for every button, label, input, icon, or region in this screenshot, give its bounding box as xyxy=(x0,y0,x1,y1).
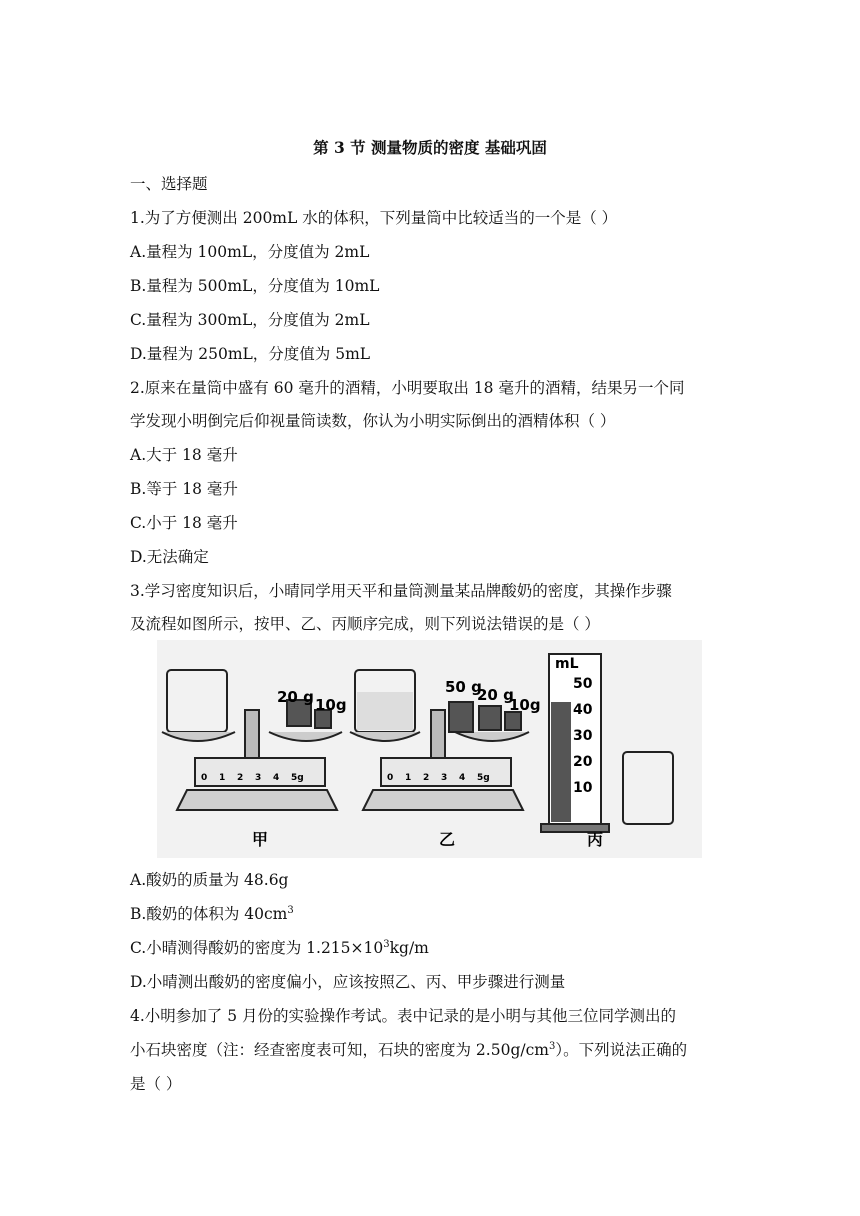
weight-20g xyxy=(479,706,501,730)
q3-option-c-unit: kg/m xyxy=(389,939,429,957)
cylinder-tick: 50 xyxy=(573,676,593,692)
base xyxy=(363,790,523,810)
page-title: 第 3 节 测量物质的密度 基础巩固 xyxy=(313,138,547,157)
q1-option-a: A.量程为 100mL，分度值为 2mL xyxy=(130,243,370,261)
q1-stem: 1.为了方便测出 200mL 水的体积，下列量筒中比较适当的一个是（ ） xyxy=(130,209,618,227)
q3-option-b xyxy=(130,904,294,924)
weight-label-jia-1: 10g xyxy=(315,696,347,714)
weight-10g xyxy=(505,712,521,730)
pillar xyxy=(245,710,259,760)
weight-label-yi-2: 10g xyxy=(509,696,541,714)
q3-stem-line1: 3.学习密度知识后，小晴同学用天平和量筒测量某品牌酸奶的密度，其操作步骤 xyxy=(130,582,672,600)
q3-option-a: A.酸奶的质量为 48.6g xyxy=(130,871,289,889)
weight-label-jia-0: 20 g xyxy=(277,688,314,706)
q4-stem-text: 小石块密度（注：经查密度表可知，石块的密度为 2.50g/cm xyxy=(130,1041,549,1059)
q3-figure xyxy=(157,640,702,858)
base xyxy=(177,790,337,810)
q3-option-c-text: C.小晴测得酸奶的密度为 1.215×10 xyxy=(130,939,384,957)
weight-50g xyxy=(449,702,473,732)
scale-label: 1 xyxy=(405,773,412,783)
q4-stem-line2 xyxy=(130,1040,687,1060)
cylinder-tick: 20 xyxy=(573,754,593,770)
scale-label: 5g xyxy=(477,773,490,783)
scale-label: 4 xyxy=(273,773,280,783)
q3-option-b-text: B.酸奶的体积为 40cm xyxy=(130,905,288,923)
superscript: 3 xyxy=(383,938,390,950)
scale-label: 5g xyxy=(291,773,304,783)
weight-label-yi-0: 50 g xyxy=(445,678,482,696)
pillar xyxy=(431,710,445,760)
q1-option-b: B.量程为 500mL，分度值为 10mL xyxy=(130,277,380,295)
superscript: 3 xyxy=(548,1040,556,1052)
q3-option-d: D.小晴测出酸奶的密度偏小，应该按照乙、丙、甲步骤进行测量 xyxy=(130,973,566,991)
scale-label: 1 xyxy=(219,773,226,783)
q3-option-c xyxy=(130,938,429,958)
q2-stem-line1: 2.原来在量筒中盛有 60 毫升的酒精，小明要取出 18 毫升的酒精，结果另一个同 xyxy=(130,379,685,397)
q2-option-a: A.大于 18 毫升 xyxy=(130,446,238,464)
superscript: 3 xyxy=(287,904,294,916)
scale-label: 0 xyxy=(201,773,208,783)
label-yi: 乙 xyxy=(439,830,456,849)
q2-stem-line2: 学发现小明倒完后仰视量筒读数，你认为小明实际倒出的酒精体积（ ） xyxy=(130,412,616,430)
weight-label-yi-1: 20 g xyxy=(477,686,514,704)
q2-option-b: B.等于 18 毫升 xyxy=(130,480,238,498)
scale-label: 2 xyxy=(237,773,244,783)
q1-option-c: C.量程为 300mL，分度值为 2mL xyxy=(130,311,370,329)
q3-figure-svg xyxy=(157,640,702,858)
q4-stem-line1: 4.小明参加了 5 月份的实验操作考试。表中记录的是小明与其他三位同学测出的 xyxy=(130,1007,677,1025)
scale-label: 0 xyxy=(387,773,394,783)
q4-stem-text-end: ）。下列说法正确的 xyxy=(555,1041,688,1059)
section-heading: 一、选择题 xyxy=(130,175,208,193)
yogurt-fill xyxy=(357,692,413,730)
q4-stem-line3: 是（ ） xyxy=(130,1075,182,1093)
cylinder-tick: 30 xyxy=(573,728,593,744)
cylinder-unit: mL xyxy=(555,656,579,672)
scale-label: 4 xyxy=(459,773,466,783)
scale-label: 3 xyxy=(441,773,448,783)
scale-label: 3 xyxy=(255,773,262,783)
yogurt-column xyxy=(551,702,571,822)
q2-option-d: D.无法确定 xyxy=(130,548,209,566)
figure-background xyxy=(157,640,702,858)
cylinder-tick: 40 xyxy=(573,702,593,718)
q2-option-c: C.小于 18 毫升 xyxy=(130,514,238,532)
label-jia: 甲 xyxy=(252,830,269,849)
scale-label: 2 xyxy=(423,773,430,783)
q1-option-d: D.量程为 250mL，分度值为 5mL xyxy=(130,345,371,363)
label-bing: 丙 xyxy=(587,830,604,849)
cylinder-tick: 10 xyxy=(573,780,593,796)
q3-stem-line2: 及流程如图所示，按甲、乙、丙顺序完成，则下列说法错误的是（ ） xyxy=(130,615,600,633)
